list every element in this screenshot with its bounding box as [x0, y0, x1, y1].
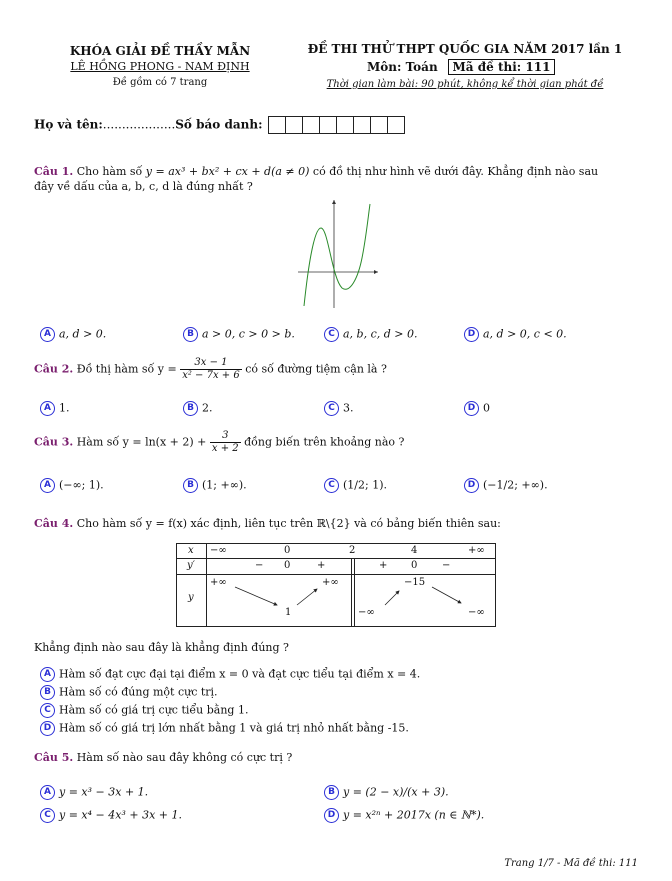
table-y-value: 1 [285, 607, 292, 618]
question-text: Hàm số y = ln(x + 2) + [76, 435, 207, 449]
option-text: (1/2; 1). [343, 478, 387, 492]
table-y-value: −15 [404, 577, 426, 588]
variation-table [176, 543, 496, 627]
question-text: Đồ thị hàm số y = [76, 362, 177, 376]
q2-option-a[interactable] [40, 401, 70, 416]
q4-option-c[interactable] [40, 703, 248, 718]
option-text: y = (2 − x)/(x + 3). [343, 785, 449, 799]
option-letter-icon: A [40, 667, 55, 682]
table-y-value: −∞ [468, 607, 485, 618]
sbd-box[interactable] [268, 116, 285, 134]
q2-option-b[interactable] [183, 401, 213, 416]
decreasing-arrow [235, 587, 277, 605]
table-sign: + [379, 560, 388, 571]
option-letter-icon: B [324, 785, 339, 800]
sbd-box[interactable] [319, 116, 336, 134]
q1-option-a[interactable] [40, 327, 106, 342]
exam-title: ĐỀ THI THỬ THPT QUỐC GIA NĂM 2017 lần 1 [307, 42, 623, 56]
q2-option-d[interactable] [464, 401, 490, 416]
question-label: Câu 3. [34, 435, 74, 449]
question-text: Hàm số nào sau đây không có cực trị ? [76, 751, 293, 764]
school-location: LÊ HỒNG PHONG - NAM ĐỊNH [70, 60, 250, 73]
option-text: Hàm số có giá trị cực tiểu bằng 1. [59, 703, 249, 717]
table-y-value: +∞ [322, 577, 339, 588]
fraction-numerator: 3x − 1 [180, 357, 242, 370]
option-letter-icon: B [183, 401, 198, 416]
table-arrows [177, 575, 495, 626]
q3-option-d[interactable] [464, 478, 548, 493]
page-footer: Trang 1/7 - Mã đề thi: 111 [504, 858, 638, 869]
option-text: 1. [59, 401, 70, 415]
option-letter-icon: A [40, 785, 55, 800]
option-text: (−∞; 1). [59, 478, 104, 492]
option-letter-icon: A [40, 478, 55, 493]
sbd-label: Số báo danh: [175, 117, 263, 132]
q4-option-b[interactable] [40, 685, 218, 700]
fraction [210, 430, 241, 455]
question-text: Cho hàm số [76, 165, 143, 178]
sbd-box[interactable] [302, 116, 319, 134]
sbd-boxes[interactable] [268, 116, 405, 134]
fraction-denominator: x² − 7x + 6 [182, 370, 240, 381]
cubic-curve [304, 204, 370, 306]
question-5 [34, 751, 292, 764]
option-text: 2. [202, 401, 213, 415]
table-x-value: 2 [349, 545, 356, 556]
question-1 [34, 164, 644, 194]
option-letter-icon: A [40, 327, 55, 342]
option-text: y = x³ − 3x + 1. [59, 785, 149, 799]
option-text: Hàm số có đúng một cực trị. [59, 685, 218, 699]
increasing-arrow [297, 589, 317, 605]
table-sign: 0 [411, 560, 418, 571]
page-count-note: Đề gồm có 7 trang [112, 77, 208, 88]
student-info [34, 116, 405, 134]
q1-option-d[interactable] [464, 327, 567, 342]
question-label: Câu 5. [34, 751, 74, 764]
table-x-value: 4 [411, 545, 418, 556]
subject-label: Môn: Toán [367, 60, 438, 74]
option-letter-icon: D [324, 808, 339, 823]
question-formula: y = ax³ + bx² + cx + d(a ≠ 0) [145, 165, 310, 178]
option-letter-icon: A [40, 401, 55, 416]
time-note: Thời gian làm bài: 90 phút, không kể thời gian phát đề [326, 79, 604, 90]
q4-option-a[interactable] [40, 667, 420, 682]
option-letter-icon: D [464, 327, 479, 342]
option-text: a, b, c, d > 0. [343, 327, 418, 341]
subject-row [367, 60, 555, 74]
option-text: (−1/2; +∞). [483, 478, 548, 492]
table-y-label: y [188, 592, 194, 603]
option-text: a, d > 0, c < 0. [483, 327, 567, 341]
option-text: (1; +∞). [202, 478, 247, 492]
q4-prompt: Khẳng định nào sau đây là khẳng định đúng ? [34, 641, 289, 654]
option-letter-icon: D [464, 478, 479, 493]
question-label: Câu 2. [34, 362, 74, 376]
x-axis-arrow [374, 270, 378, 274]
q4-option-d[interactable] [40, 721, 409, 736]
cubic-graph [290, 198, 380, 310]
option-text: 0 [483, 401, 490, 415]
fraction-numerator: 3 [210, 430, 241, 443]
question-3 [34, 430, 404, 455]
option-text: 3. [343, 401, 354, 415]
option-letter-icon: B [183, 478, 198, 493]
q1-option-c[interactable] [324, 327, 418, 342]
option-text: Hàm số có giá trị lớn nhất bằng 1 và giá trị nhỏ nhất bằng -15. [59, 721, 409, 735]
exam-code-box: Mã đề thi: 111 [448, 59, 556, 75]
sbd-box[interactable] [387, 116, 405, 134]
table-sign: − [442, 560, 451, 571]
name-field[interactable]: ................... [102, 117, 176, 132]
q5-option-b[interactable] [324, 785, 449, 800]
table-x-value: −∞ [210, 545, 227, 556]
question-text: có số đường tiệm cận là ? [245, 362, 387, 376]
fraction-denominator: x + 2 [211, 443, 239, 454]
question-label: Câu 1. [34, 165, 74, 178]
table-sign: 0 [284, 560, 291, 571]
option-letter-icon: C [40, 703, 55, 718]
option-letter-icon: C [324, 401, 339, 416]
y-axis-arrow [332, 200, 336, 204]
q5-option-c[interactable] [40, 808, 182, 823]
q3-option-a[interactable] [40, 478, 104, 493]
question-4 [34, 516, 501, 531]
option-letter-icon: B [40, 685, 55, 700]
option-text: a > 0, c > 0 > b. [202, 327, 295, 341]
increasing-arrow [385, 591, 399, 605]
school-title: KHÓA GIẢI ĐỀ THẦY MẪN [69, 44, 251, 58]
q3-option-b[interactable] [183, 478, 247, 493]
question-text: Cho hàm số y = f(x) xác định, liên tục trên ℝ\{2} và có bảng biến thiên sau: [76, 517, 501, 530]
q5-option-d[interactable] [324, 808, 484, 823]
table-x-value: +∞ [468, 545, 485, 556]
question-text: có đồ thị như hình vẽ dưới đây. Khẳng định nào sau [312, 165, 599, 178]
q5-option-a[interactable] [40, 785, 148, 800]
table-y-value: −∞ [358, 607, 375, 618]
q2-option-c[interactable] [324, 401, 354, 416]
q1-option-b[interactable] [183, 327, 295, 342]
question-text: đây về dấu của a, b, c, d là đúng nhất ? [34, 180, 253, 193]
name-label: Họ và tên: [34, 117, 103, 132]
option-text: a, d > 0. [59, 327, 107, 341]
option-letter-icon: C [40, 808, 55, 823]
table-yprime-label: y′ [187, 560, 195, 571]
option-letter-icon: D [40, 721, 55, 736]
option-letter-icon: D [464, 401, 479, 416]
sbd-box[interactable] [370, 116, 387, 134]
fraction [180, 357, 242, 382]
option-text: y = x²ⁿ + 2017x (n ∈ ℕ*). [343, 808, 485, 822]
option-text: Hàm số đạt cực đại tại điểm x = 0 và đạt cực tiểu tại điểm x = 4. [59, 667, 421, 681]
table-x-value: 0 [284, 545, 291, 556]
question-text: đồng biến trên khoảng nào ? [244, 435, 405, 449]
table-x-label: x [188, 545, 194, 556]
sbd-box[interactable] [336, 116, 353, 134]
option-letter-icon: C [324, 327, 339, 342]
question-2 [34, 357, 387, 382]
option-letter-icon: C [324, 478, 339, 493]
sbd-box[interactable] [285, 116, 302, 134]
table-sign: + [317, 560, 326, 571]
question-label: Câu 4. [34, 517, 74, 530]
sbd-box[interactable] [353, 116, 370, 134]
decreasing-arrow [432, 587, 461, 603]
table-y-value: +∞ [210, 577, 227, 588]
option-text: y = x⁴ − 4x³ + 3x + 1. [59, 808, 182, 822]
q3-option-c[interactable] [324, 478, 387, 493]
option-letter-icon: B [183, 327, 198, 342]
table-sign: − [255, 560, 264, 571]
